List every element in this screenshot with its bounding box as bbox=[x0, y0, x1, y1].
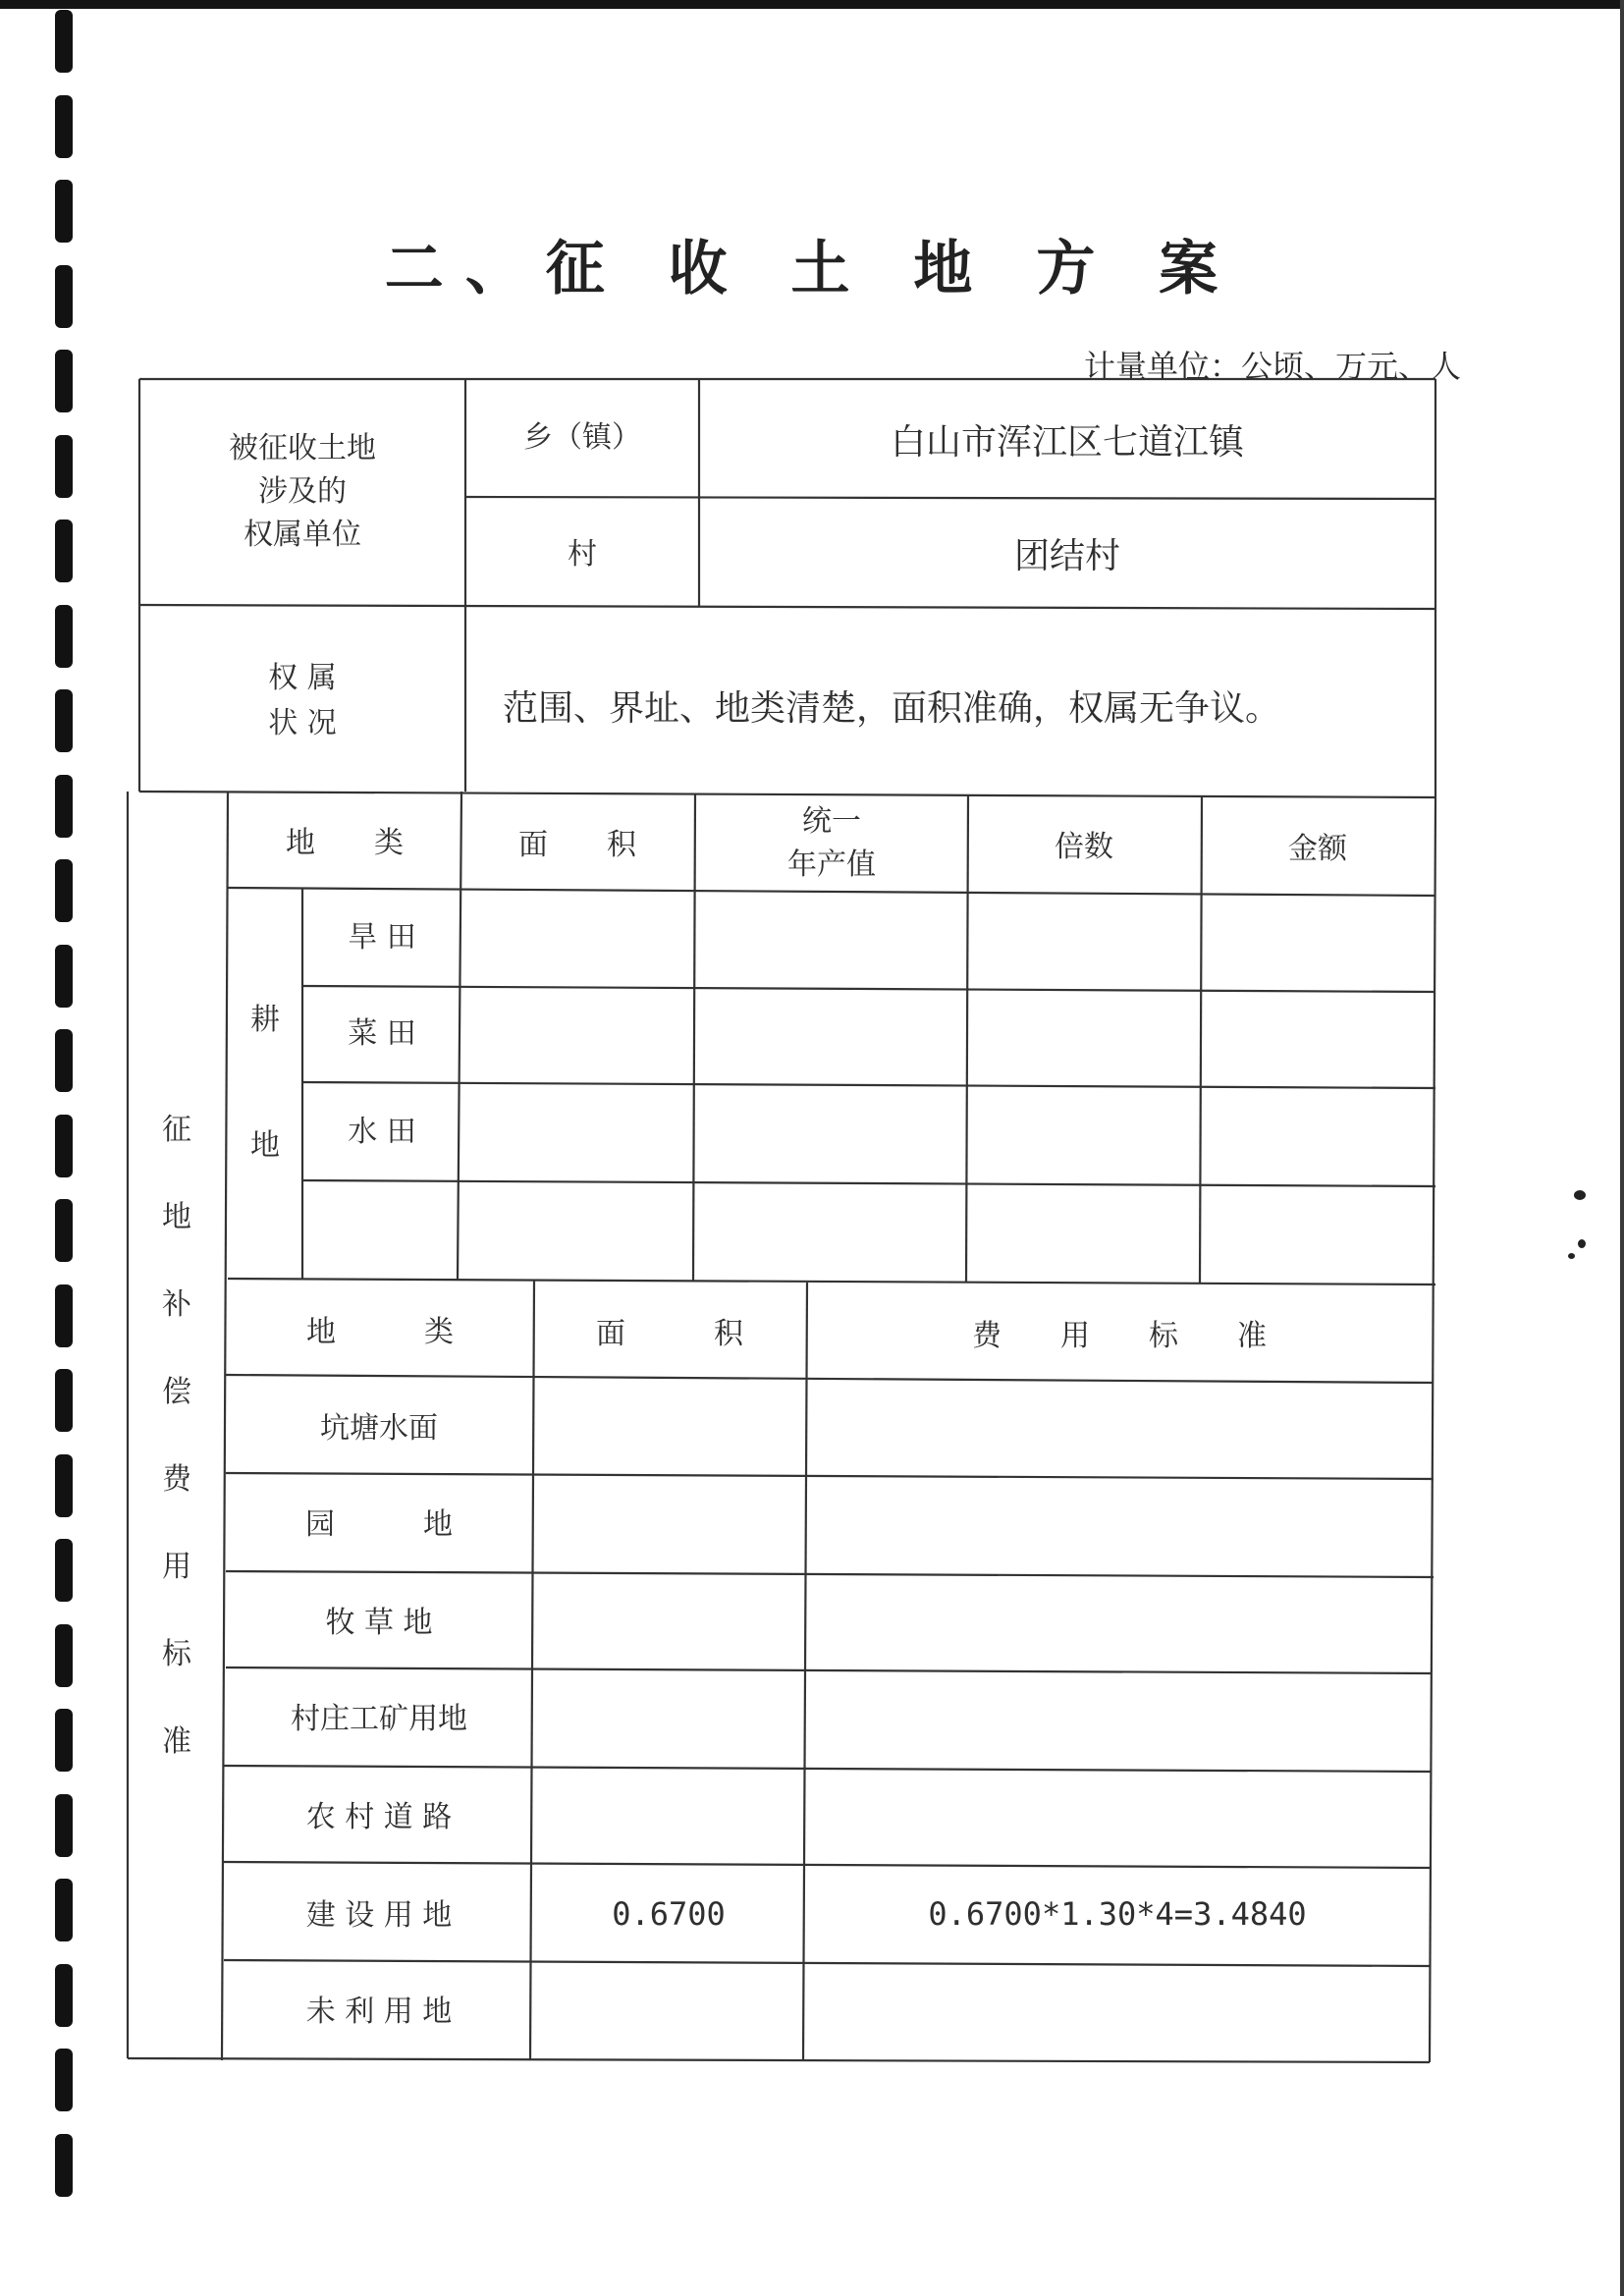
cultivated-header-output-line: 统一 bbox=[802, 804, 861, 839]
other-header-area: 面 积 bbox=[596, 1317, 743, 1351]
other-row-type: 牧 草 地 bbox=[325, 1606, 433, 1640]
other-header-standard: 费 用 标 准 bbox=[972, 1319, 1267, 1353]
township-value: 白山市浑江区七道江镇 bbox=[890, 422, 1245, 463]
township-label: 乡（镇） bbox=[523, 420, 641, 455]
side-label-char: 偿 bbox=[162, 1375, 191, 1409]
status-label-line: 权 属 bbox=[268, 661, 337, 695]
ownership-label-line: 权属单位 bbox=[244, 518, 361, 552]
side-label-char: 标 bbox=[162, 1637, 191, 1671]
village-label: 村 bbox=[568, 537, 597, 572]
cultivated-header-area: 面 积 bbox=[518, 828, 636, 862]
cultivated-group-label-char: 耕 bbox=[250, 1003, 280, 1037]
status-value: 范围、界址、地类清楚，面积准确，权属无争议。 bbox=[503, 688, 1281, 729]
side-label-char: 费 bbox=[162, 1462, 191, 1497]
cultivated-rows bbox=[348, 920, 416, 1149]
cultivated-row-type: 水 田 bbox=[348, 1115, 416, 1149]
cultivated-row-type: 旱 田 bbox=[348, 920, 416, 955]
page-title: 二、征 收 土 地 方 案 bbox=[384, 235, 1240, 303]
other-rows bbox=[291, 1411, 1307, 2029]
side-label-char: 准 bbox=[162, 1724, 191, 1759]
cultivated-group-label-char: 地 bbox=[250, 1128, 280, 1163]
ownership-label-line: 涉及的 bbox=[258, 474, 347, 509]
other-row-type: 园 地 bbox=[305, 1507, 453, 1542]
side-label-char: 补 bbox=[162, 1287, 191, 1322]
village-value: 团结村 bbox=[1013, 536, 1121, 576]
other-row-standard: 0.6700*1.30*4=3.4840 bbox=[928, 1895, 1307, 1933]
other-row-type: 未 利 用 地 bbox=[305, 1995, 453, 2029]
ownership-label-line: 被征收土地 bbox=[229, 431, 376, 465]
cultivated-header-multiple: 倍数 bbox=[1055, 830, 1113, 864]
other-row-type: 坑塘水面 bbox=[320, 1411, 438, 1446]
side-label-char: 征 bbox=[162, 1113, 191, 1147]
cultivated-header-land-type: 地 类 bbox=[286, 826, 404, 860]
unit-note: 计量单位：公顷、万元、人 bbox=[1083, 348, 1461, 385]
other-header-land-type: 地 类 bbox=[306, 1315, 454, 1349]
side-label-char: 用 bbox=[162, 1550, 191, 1584]
other-row-type: 村庄工矿用地 bbox=[291, 1702, 467, 1736]
compensation-side-label bbox=[162, 1113, 192, 1759]
other-row-type: 农 村 道 路 bbox=[305, 1800, 453, 1834]
other-row-area: 0.6700 bbox=[612, 1895, 726, 1933]
cultivated-header-output-line: 年产值 bbox=[787, 847, 876, 882]
status-label-line: 状 况 bbox=[268, 706, 337, 740]
cultivated-header-amount: 金额 bbox=[1288, 832, 1347, 866]
cultivated-row-type: 菜 田 bbox=[348, 1016, 416, 1051]
other-row-type: 建 设 用 地 bbox=[305, 1898, 453, 1933]
side-label-char: 地 bbox=[162, 1200, 191, 1234]
